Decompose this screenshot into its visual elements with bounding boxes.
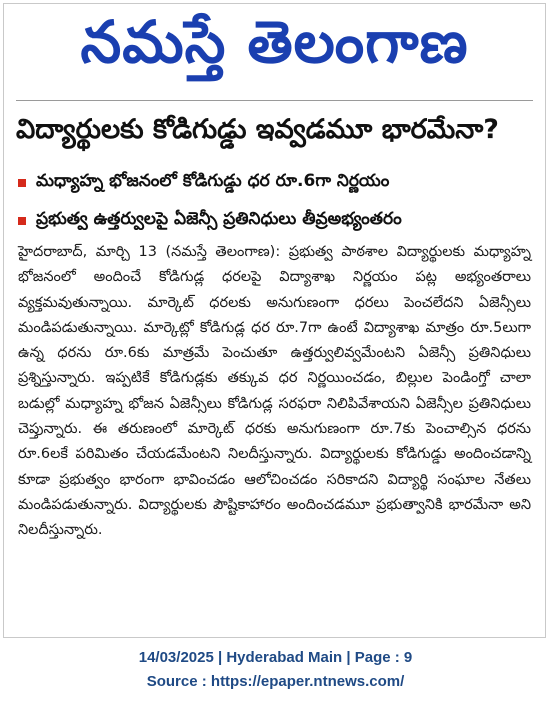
headline: విద్యార్థులకు కోడిగుడ్డు ఇవ్వడమూ భారమేనా?: [16, 114, 499, 145]
subheading-text: ప్రభుత్వ ఉత్తర్వులపై ఏజెన్సీ ప్రతినిధులు తీవ్రఅభ్యంతరం: [36, 209, 402, 229]
square-bullet-icon: [18, 217, 26, 225]
masthead: [4, 6, 545, 92]
subheading-text: మధ్యాహ్న భోజనంలో కోడిగుడ్డు ధర రూ.6గా నిర్ణయం: [36, 171, 390, 191]
divider: [16, 100, 533, 101]
edition-info: 14/03/2025 | Hyderabad Main | Page : 9: [138, 649, 413, 666]
source-link[interactable]: Source : https://epaper.ntnews.com/: [146, 673, 405, 690]
article-clipping: [3, 3, 546, 638]
subheadings: [18, 164, 537, 240]
subheading-item: [18, 164, 537, 202]
newspaper-logo: నమస్తే తెలంగాణ: [80, 7, 469, 76]
subheading-item: [18, 202, 537, 240]
square-bullet-icon: [18, 179, 26, 187]
article-body: హైదరాబాద్, మార్చి 13 (నమస్తే తెలంగాణ): ప్రభుత్వ పాఠశాల విద్యార్థులకు మధ్యాహ్న భోజనంలో అందించే కోడిగుడ్ల ధరలపై విద్యాశాఖ నిర్ణయం పట్ల అభ్యంతరాలు వ్యక్తమవుతున్నాయి. మార్కెట్ ధరలకు అనుగుణంగా ధరలు పెంచలేదని ఏజెన్సీలు మండిపడుతున్నాయి. మార్కెట్లో కోడిగుడ్ల ధర రూ.7గా ఉంటే విద్యాశాఖ మాత్రం రూ.5లుగా ఉన్న ధరను రూ.6కు మాత్రమే పెంచుతూ ఉత్తర్వులివ్వమేంటని ఏజెన్సీ ప్రతినిధులు ప్రశ్నిస్తున్నారు. ఇప్పటికే కోడిగుడ్లకు తక్కువ ధర నిర్ణయించడం, బిల్లుల పెండింగ్తో చాలా బడుల్లో మధ్యాహ్న భోజన ఏజెన్సీలు కోడిగుడ్ల సరఫరా నిలిపివేశాయని ఏజెన్సీల ప్రతినిధులు చెప్తున్నారు. ఈ తరుణంలో మార్కెట్ ధరకు అనుగుణంగా రూ.7కు పెంచాల్సిన ధరను రూ.6లకే పరిమితం చేయడమేంటని నిలదీస్తున్నారు. విద్యార్థులకు కోడిగుడ్డు అందించడాన్ని కూడా ప్రభుత్వం భారంగా భావించడం ఆలోచించడం సరికాదని విద్యార్థి సంఘాల నేతలు మండిపడుతున్నారు. విద్యార్థులకు పౌష్టికాహారం అందించడమూ ప్రభుత్వానికి భారమేనా అని నిలదీస్తున్నారు.: [18, 244, 531, 539]
footer: [0, 646, 551, 694]
